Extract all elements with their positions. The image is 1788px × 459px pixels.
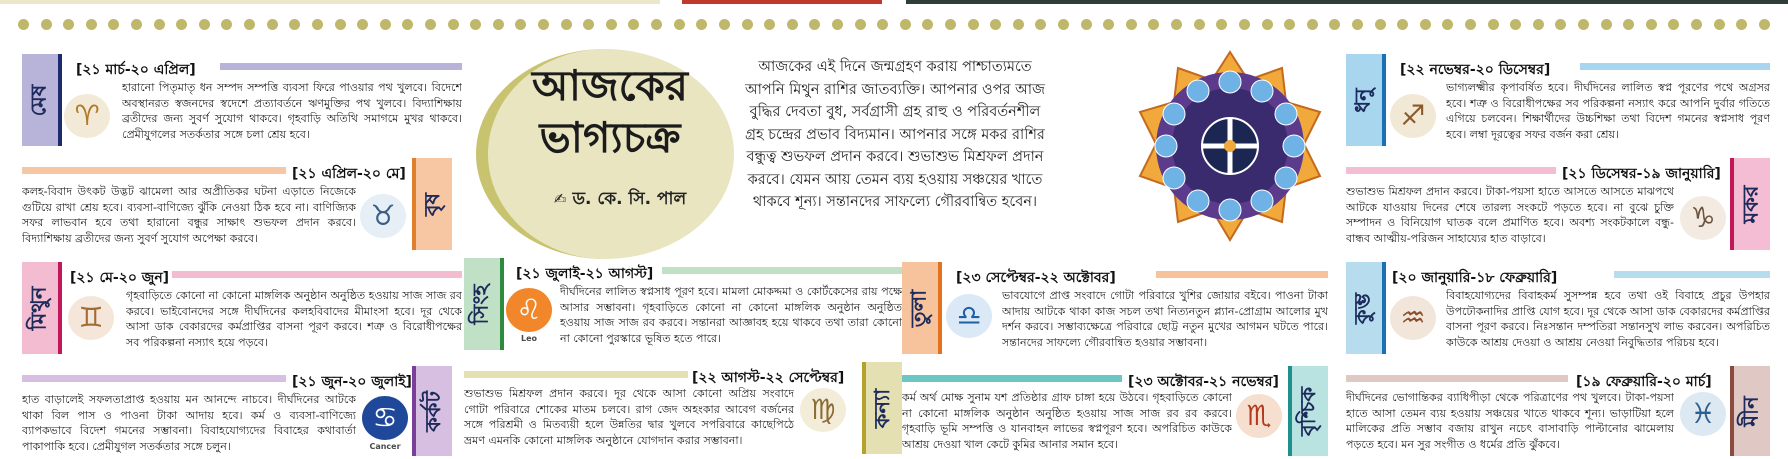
sign-text-kumbha: বিবাহযোগ্যদের বিবাহকর্ম সুসম্পন্ন হবে তথা ওই বিবাহে প্রচুর উপহার উপঢৌকনাদির প্রাপ্তি যোগ হবে। দূর থেকে আসা ডাক বেকারদের কর্মপ্রাপ্তির বাসনা পূরণ করবে। নিঃসন্তান দম্পতিরা সন্তানসুখ লাভ করবেন। অপরিচিত কাউকে আশ্রয় দেওয়া ও আশ্রয় নেওয়া নিবুদ্ধিতার পরিচয় হবে। [1446, 289, 1770, 349]
divider-dot [1171, 19, 1182, 30]
cancer-icon-caption: Cancer [369, 442, 401, 451]
sign-tab-mesh: মেষ [22, 54, 58, 146]
divider-dot [1035, 19, 1046, 30]
sign-dates-makar: [২১ ডিসেম্বর-১৯ জানুয়ারি] [1562, 166, 1721, 182]
divider-dot [1013, 19, 1024, 30]
sign-tab-meen: মীন [1734, 366, 1770, 456]
sign-tab-kanya: কন্যা [866, 362, 902, 454]
virgo-icon: ♍ [800, 388, 846, 432]
sign-tab-makar: মকর [1734, 158, 1770, 250]
heading-bar [1614, 271, 1770, 278]
divider-dot [945, 19, 956, 30]
divider-dot [674, 19, 685, 30]
divider-dot [289, 19, 300, 30]
divider-dot [809, 19, 820, 30]
divider-dot [719, 19, 730, 30]
sign-dates-mesh: [২১ মার্চ-২০ এপ্রিল] [76, 62, 196, 78]
divider-dot [312, 19, 323, 30]
sign-text-meen: দীর্ঘদিনের ভোগান্তিকর ব্যাধিপীড়া থেকে পরিত্রাণের পথ খুলবে। টাকা-পয়সা হাতে আসা তেমন ব্যয় হওয়ায় সঞ্চয়ের খাতে থাকবে শূন্য। ভাড়াটিয়া হলে মালিকের প্রতি সম্ভাব বজায় রাখুন নচেৎ বাসাবাড়ি পাল্টানোর ঝামেলায় পড়তে হবে। মন সুর সংগীত ও ধর্মের প্রতি ঝুঁকবে। [1346, 391, 1674, 451]
sign-tab-bar [938, 262, 942, 354]
sign-tab-bar [1382, 54, 1386, 146]
heading-bar [1156, 271, 1328, 278]
sagittarius-icon: ♐ [1390, 94, 1436, 138]
sign-card-mithun [22, 262, 462, 358]
divider-dot [1262, 19, 1273, 30]
divider-dot [63, 19, 74, 30]
divider-dot [742, 19, 753, 30]
divider-dot [470, 19, 481, 30]
divider-dot [1329, 19, 1340, 30]
divider-dot [154, 19, 165, 30]
sign-tab-singha: সিংহ [464, 258, 500, 350]
sign-text-mesh: হারানো পিতৃমাতৃ ধন সম্পদ সম্পত্তি ব্যবসা ফিরে পাওয়ার পথ খুলবে। বিদেশে অবস্থানরত স্বজনদের স্বদেশে প্রত্যাবর্তনে ঋণমুক্তির পথ খুলবে। বিদ্যাশিক্ষায় ব্রতীদের জন্য সুবর্ণ সুযোগ থাকবে। গৃহবাড়ি অতিথি সমাগমে মুখর থাকবে। প্রেমীযুগলের সতর্কতার সঙ্গে চলা শ্রেয় হবে। [122, 81, 462, 141]
heading-bar [22, 375, 286, 382]
divider-dot [1081, 19, 1092, 30]
divider-dot [1510, 19, 1521, 30]
sign-dates-tula: [২৩ সেপ্টেম্বর-২২ অক্টোবর] [956, 270, 1116, 286]
title-line-1: আজকের [532, 61, 688, 110]
divider-dot [131, 19, 142, 30]
cancer-icon: ♋ [362, 396, 408, 440]
sign-text-singha: দীর্ঘদিনের লালিত স্বপ্নসাধ পূরণ হবে। মামলা মোকদ্দমা ও কোর্টকেসের রায় পক্ষে আসার সম্ভাবনা। গৃহবাড়িতে কোনো না কোনো মাঙ্গলিক অনুষ্ঠান অনুষ্ঠিত হওয়ায় সাজ সাজ রব করবে। সন্তানরা আজ্ঞাবহ হয়ে থাকবে তথা তারা কোনো না কোনো পুরস্কারে ভূষিত হতে পারে। [560, 285, 902, 345]
leo-icon-caption: Leo [520, 334, 538, 343]
divider-dot [1375, 19, 1386, 30]
divider-dot [1533, 19, 1544, 30]
sign-text-brisha: কলহ-বিবাদ উৎকট উদ্ভট ঝামেলা আর অপ্রীতিকর ঘটনা এড়াতে নিজেকে গুটিয়ে রাখা শ্রেয় হবে। ব্যবসা-বাণিজ্যে ঝুঁকি নেওয়া ঠিক হবে না। বাণিজ্যিক সফর লাভবান হবে তথা হারানো বন্ধুর সাক্ষাৎ শুভফল প্রদান করবে। বিদ্যাশিক্ষায় ব্রতীদের জন্য সুবর্ণ সুযোগ অপেক্ষা করবে। [22, 185, 356, 245]
capricorn-icon: ♑ [1680, 196, 1726, 240]
divider-dot [1488, 19, 1499, 30]
heading-bar [1580, 63, 1770, 70]
divider-dot [18, 19, 29, 30]
sign-card-kumbha [1346, 262, 1770, 358]
zodiac-wheel-icon [1136, 50, 1324, 242]
divider-dot [176, 19, 187, 30]
divider-dot [1623, 19, 1634, 30]
divider-dot [108, 19, 119, 30]
heading-bar [220, 63, 462, 70]
divider-dot [922, 19, 933, 30]
divider-dot [402, 19, 413, 30]
sign-dates-kumbha: [২০ জানুয়ারি-১৮ ফেব্রুয়ারি] [1392, 270, 1558, 286]
taurus-icon: ♉ [360, 194, 406, 238]
sign-tab-brischik: বৃশ্চিক [1292, 366, 1328, 456]
sign-dates-brischik: [২৩ অক্টোবর-২১ নভেম্বর] [1128, 374, 1279, 390]
sign-text-makar: শুভাশুভ মিশ্রফল প্রদান করবে। টাকা-পয়সা হাতে আসতে আসতে মাঝপথে আটকে যাওয়ায় দিনের শেষে তারল্য সংকটে পড়তে হবে। না বুঝে চুক্তি সম্পাদন ও বিনিয়োগ ঘাতক বলে প্রমাণিত হবে। অবশ্য সংকটকালে বন্ধু-বান্ধব আত্মীয়-পরিজন সাহায্যের হাত বাড়াবে। [1346, 185, 1674, 245]
divider-dot [1646, 19, 1657, 30]
sign-card-brisha [22, 158, 452, 254]
scorpio-icon: ♏ [1236, 394, 1282, 438]
divider-dot [267, 19, 278, 30]
divider-dot [244, 19, 255, 30]
divider-dot [606, 19, 617, 30]
aries-icon: ♈ [64, 94, 110, 138]
divider-dot [493, 19, 504, 30]
divider-dot [448, 19, 459, 30]
divider-dot [1058, 19, 1069, 30]
sign-card-meen [1346, 366, 1770, 459]
sign-card-karkat [22, 366, 452, 459]
divider-dot [832, 19, 843, 30]
sign-dates-mithun: [২১ মে-২০ জুন] [70, 270, 170, 286]
divider-dot [1691, 19, 1702, 30]
divider-dot [764, 19, 775, 30]
sign-text-tula: ভাবযোগে প্রাপ্ত সংবাদে গোটা পরিবারে খুশির জোয়ার বইবে। পাওনা টাকা আদায় আটকে থাকা কাজ সচল তথা নিত্যনতুন প্ল্যান-প্রোগ্রাম আলোর মুখ দর্শন করবে। সম্ভাব্যক্ষেত্রে পরিবারে ছোট্ট নতুন মুখের আগমন ঘটতে পারে। সন্তানদের সাফল্যে গৌরবান্বিত হওয়ার সম্ভাবনা। [1002, 289, 1328, 349]
sign-tab-tula: তুলা [902, 262, 938, 354]
sign-text-dhanu: ভাগ্যলক্ষ্মীর কৃপাবর্ষিত হবে। দীর্ঘদিনের লালিত স্বপ্ন পূরণের পথে অগ্রসর হবে। শত্রু ও বিরোধীপক্ষের সব পরিকল্পনা নস্যাৎ করে আপনি দুর্বার গতিতে এগিয়ে চলবেন। শিক্ষার্থীদের উচ্চশিক্ষা তথা বিদেশ গমনের স্বপ্নসাধ পূরণ হবে। লম্বা দূরত্বের সফর বর্জন করা শ্রেয়। [1446, 81, 1770, 141]
divider-dot [1194, 19, 1205, 30]
sign-tab-mithun: মিথুন [22, 262, 58, 354]
sign-card-singha [464, 258, 902, 354]
page-title [490, 60, 730, 164]
divider-dot [221, 19, 232, 30]
divider-dot [86, 19, 97, 30]
divider-dot [1103, 19, 1114, 30]
aquarius-icon: ♒ [1390, 296, 1436, 340]
heading-bar [464, 371, 688, 378]
divider-dot [1759, 19, 1770, 30]
divider-dot [380, 19, 391, 30]
leo-icon: ♌ [506, 288, 552, 332]
intro-text: আজকের এই দিনে জন্মগ্রহণ করায় পাশ্চাত্যমতে আপনি মিথুন রাশির জাতব্যক্তি। আপনার ওপর আজ বুদ্ধির দেবতা বুধ, সর্বগ্রাসী গ্রহ রাহু ও পরিবর্তনশীল গ্রহ চন্দ্রের প্রভাব বিদ্যমান। আপনার সঙ্গে মকর রাশির বন্ধুত্ব শুভফল প্রদান করবে। শুভাশুভ মিশ্রফল প্রদান করবে। যেমন আয় তেমন ব্যয় হওয়ায় সঞ্চয়ের খাতে থাকবে শূন্য। সন্তানদের সাফল্যে গৌরবান্বিত হবেন। [744, 59, 1046, 210]
divider-dot [1601, 19, 1612, 30]
divider-dot [1465, 19, 1476, 30]
divider-dot [583, 19, 594, 30]
heading-bar [172, 271, 462, 278]
divider-dot [538, 19, 549, 30]
sign-tab-brisha: বৃষ [416, 158, 452, 250]
sign-card-kanya [464, 362, 902, 459]
heading-bar [1346, 167, 1556, 174]
author-byline [520, 186, 720, 214]
divider-dot [1714, 19, 1725, 30]
sign-card-dhanu [1346, 54, 1770, 150]
sign-dates-dhanu: [২২ নভেম্বর-২০ ডিসেম্বর] [1400, 62, 1551, 78]
divider-dot [968, 19, 979, 30]
divider-dot [1442, 19, 1453, 30]
divider-dot [900, 19, 911, 30]
sign-text-mithun: গৃহবাড়িতে কোনো না কোনো মাঙ্গলিক অনুষ্ঠান অনুষ্ঠিত হওয়ায় সাজ সাজ রব করবে। ভাইবোনদের সঙ্গে দীর্ঘদিনের কলহবিবাদের মীমাংসা হবে। দূর থেকে আসা ডাক বেকারদের কর্মপ্রাপ্তির বাসনা পূরণ করবে। শত্রু ও বিরোধীপক্ষের সব পরিকল্পনা নস্যাৎ হয়ে পড়বে। [126, 289, 462, 349]
top-strip-left [0, 0, 660, 4]
divider-dot [199, 19, 210, 30]
dotted-divider [0, 19, 1788, 33]
top-strip-dark [906, 0, 1788, 4]
sign-tab-kumbha: কুম্ভ [1346, 262, 1382, 354]
sign-tab-karkat: কর্কট [416, 366, 452, 456]
pisces-icon: ♓ [1680, 392, 1726, 436]
divider-dot [1736, 19, 1747, 30]
divider-dot [1148, 19, 1159, 30]
sign-text-karkat: হাত বাড়ালেই সফলতাপ্রাপ্ত হওয়ায় মন আনন্দে নাচবে। দীর্ঘদিনের আটকে থাকা বিল পাস ও পাওনা টাকা আদায় হবে। কর্ম ও ব্যবসা-বাণিজ্যে ব্যাপকভাবে বিদেশ গমনের সম্ভাবনা। বিবাহযোগ্যদের বিবাহের কথাবার্তা পাকাপাকি হবে। প্রেমীযুগল সতর্কতার সঙ্গে চলুন। [22, 393, 356, 453]
divider-dot [1578, 19, 1589, 30]
divider-dot [1239, 19, 1250, 30]
sign-dates-kanya: [২২ আগস্ট-২২ সেপ্টেম্বর] [692, 370, 845, 386]
sign-dates-meen: [১৯ ফেব্রুয়ারি-২০ মার্চ] [1576, 374, 1712, 390]
divider-dot [787, 19, 798, 30]
divider-dot [1420, 19, 1431, 30]
sign-text-brischik: কর্ম অর্থ মোক্ষ সুনাম যশ প্রতিষ্ঠার গ্রাফ চাঙ্গা হয়ে উঠবে। গৃহবাড়িতে কোনো না কোনো মাঙ্গলিক অনুষ্ঠান অনুষ্ঠিত হওয়ায় সাজ সাজ রব রব করবে। গৃহবাড়ি ভূমি সম্পত্তি ও যানবাহন লাভের স্বপ্নপূরণ হবে। অপরিচিত কাউকে আশ্রয় দেওয়া খাল কেটে কুমির আনার সমান হবে। [902, 391, 1232, 451]
heading-bar [902, 375, 1122, 382]
sign-dates-brisha: [২১ এপ্রিল-২০ মে] [292, 166, 406, 182]
divider-dot [335, 19, 346, 30]
sign-card-makar [1346, 158, 1770, 254]
divider-dot [1284, 19, 1295, 30]
divider-dot [561, 19, 572, 30]
divider-dot [1216, 19, 1227, 30]
sign-tab-bar [500, 258, 504, 350]
divider-dot [1126, 19, 1137, 30]
sign-card-tula [902, 262, 1328, 358]
divider-dot [696, 19, 707, 30]
divider-dot [425, 19, 436, 30]
libra-icon: ♎ [946, 294, 992, 338]
sign-tab-dhanu: ধনু [1346, 54, 1382, 146]
sign-card-brischik [902, 366, 1328, 459]
divider-dot [1555, 19, 1566, 30]
title-line-2: ভাগ্যচক্র [539, 113, 681, 162]
divider-dot [855, 19, 866, 30]
divider-dot [1352, 19, 1363, 30]
divider-dot [515, 19, 526, 30]
author-name: ড. কে. সি. পাল [572, 189, 687, 209]
pen-icon: ✍ [553, 190, 567, 208]
divider-dot [990, 19, 1001, 30]
sign-dates-singha: [২১ জুলাই-২১ আগস্ট] [516, 266, 654, 282]
sign-tab-bar [58, 54, 62, 146]
top-strip-red [682, 0, 882, 4]
sign-tab-bar [1382, 262, 1386, 354]
gemini-icon: ♊ [68, 296, 114, 340]
sign-card-mesh [22, 54, 462, 150]
heading-bar [662, 267, 902, 274]
divider-dot [1668, 19, 1679, 30]
divider-dot [1397, 19, 1408, 30]
sign-dates-karkat: [২১ জুন-২০ জুলাই] [292, 374, 412, 390]
divider-dot [628, 19, 639, 30]
heading-bar [22, 167, 286, 174]
divider-dot [357, 19, 368, 30]
divider-dot [877, 19, 888, 30]
heading-bar [1346, 375, 1568, 382]
sign-tab-bar [58, 262, 62, 354]
divider-dot [1307, 19, 1318, 30]
divider-dot [41, 19, 52, 30]
sign-text-kanya: শুভাশুভ মিশ্রফল প্রদান করবে। দূর থেকে আসা কোনো অপ্রিয় সংবাদে গোটা পরিবারে শোকের মাতম চলবে। রাগ জেদ অহংকার আবেগ বর্জনের সঙ্গে পরিশ্রমী ও মিতব্যয়ী হলে উন্নতির দ্বার খুলবে সপরিবারে কাছেপিঠে ভ্রমণ এমনকি কোনো মাঙ্গলিক অনুষ্ঠানে যোগদান করার সম্ভাবনা। [464, 387, 794, 447]
divider-dot [651, 19, 662, 30]
